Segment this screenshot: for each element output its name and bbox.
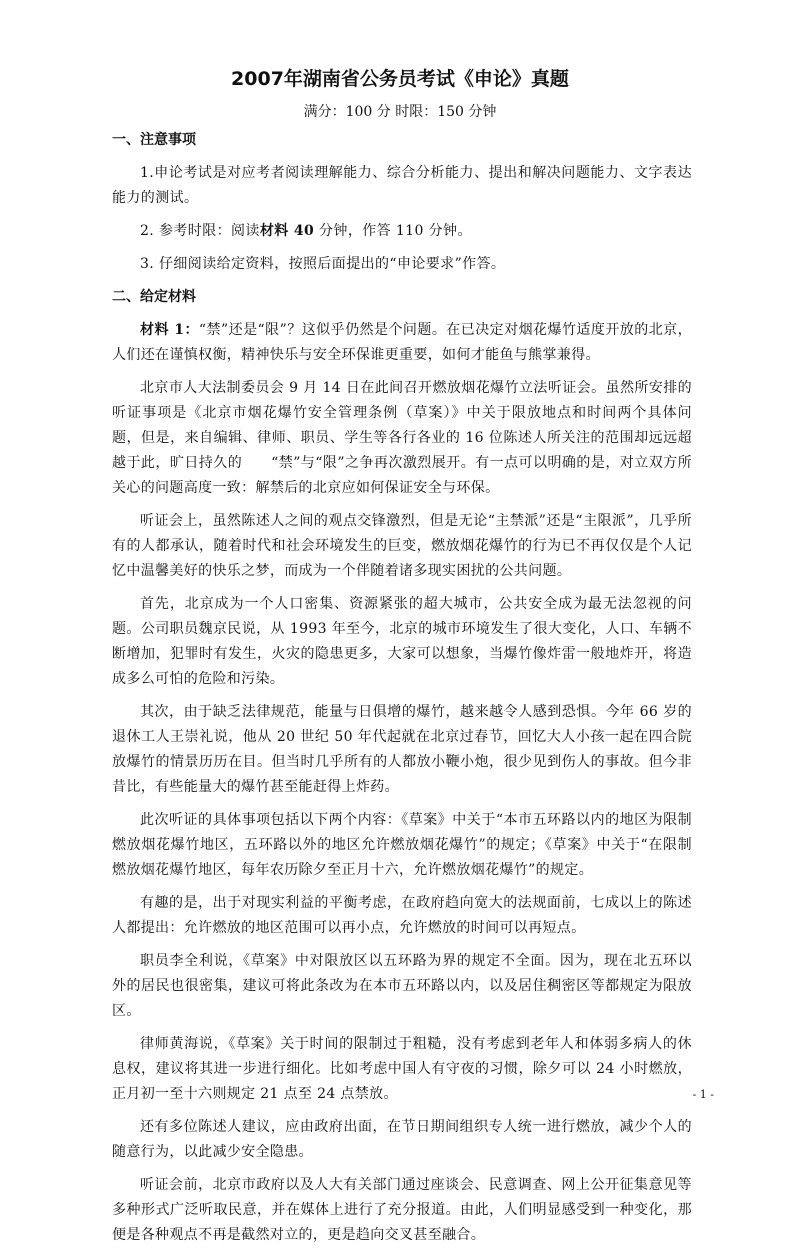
material-paragraph: 职员李全利说，《草案》中对限放区以五环路为界的规定不全面。因为，现在北五环以外的居民也很密集，建议可将此条改为在本市五环路以内，以及居住稠密区等都规定为限放区。: [112, 953, 692, 1019]
section-heading-materials: 二、给定材料: [112, 289, 196, 305]
page-title: 2007年湖南省公务员考试《申论》真题: [231, 68, 569, 90]
material-paragraph: 听证会前，北京市政府以及人大有关部门通过座谈会、民意调查、网上公开征集意见等多种形式广泛听取民意，并在媒体上进行了充分报道。由此，人们明显感受到一种变化，那便是各种观点不再是截然对立的，更是趋向交叉甚至融合。: [112, 1177, 692, 1243]
material-label: 材料 1：: [140, 322, 199, 338]
material-paragraph: [112, 318, 692, 368]
notice-item-2: [112, 219, 692, 244]
page-number: - 1 -: [692, 1088, 714, 1101]
material-paragraph: 还有多位陈述人建议，应由政府出面，在节日期间组织专人统一进行燃放，减少个人的随意行为，以此减少安全隐患。: [112, 1119, 692, 1160]
section-heading-notice: 一、注意事项: [112, 132, 196, 148]
notice-item-2-text-end: 分钟，作答 110 分钟。: [314, 223, 472, 239]
material-paragraph: 律师黄海说，《草案》关于时间的限制过于粗糙，没有考虑到老年人和体弱多病人的休息权，建议将其进一步进行细化。比如考虑中国人有守夜的习惯，除夕可以 24 小时燃放，正月初一至十六则规定 21 点至 24 点禁放。: [112, 1036, 692, 1102]
material-paragraph: 首先，北京成为一个人口密集、资源紧张的超大城市，公共安全成为最无法忽视的问题。公司职员魏京民说，从 1993 年至今，北京的城市环境发生了很大变化，人口、车辆不断增加，犯罪时有发生，火灾的隐患更多，大家可以想象，当爆竹像炸雷一般地炸开，将造成多么可怕的危险和污染。: [112, 596, 692, 687]
exam-info: 满分：100 分 时限：150 分钟: [303, 104, 497, 120]
material-paragraph: 听证会上，虽然陈述人之间的观点交锋激烈，但是无论“主禁派”还是“主限派”，几乎所有的人都承认，随着时代和社会环境发生的巨变，燃放烟花爆竹的行为已不再仅仅是个人记忆中温馨美好的快乐之梦，而成为一个伴随着诸多现实困扰的公共问题。: [112, 513, 692, 579]
notice-item-3: 3. 仔细阅读给定资料，按照后面提出的“申论要求”作答。: [140, 256, 506, 272]
material-paragraph: 有趣的是，出于对现实利益的平衡考虑，在政府趋向宽大的法规面前，七成以上的陈述人都提出：允许燃放的地区范围可以再小点，允许燃放的时间可以再短点。: [112, 895, 692, 936]
material-paragraph: 此次听证的具体事项包括以下两个内容：《草案》中关于“本市五环路以内的地区为限制燃放烟花爆竹地区，五环路以外的地区允许燃放烟花爆竹”的规定；《草案》中关于“在限制燃放烟花爆竹地区，每年农历除夕至正月十六，允许燃放烟花爆竹”的规定。: [112, 812, 692, 878]
notice-item-2-emphasis: 材料 40: [259, 223, 315, 239]
material-intro-text: “禁”还是“限”？这似乎仍然是个问题。在已决定对烟花爆竹适度开放的北京，人们还在谨慎权衡，精神快乐与安全环保谁更重要，如何才能鱼与熊掌兼得。: [112, 322, 692, 363]
notice-item-2-text: 2. 参考时限：阅读: [140, 223, 260, 239]
notice-item-1: 1.申论考试是对应考者阅读理解能力、综合分析能力、提出和解决问题能力、文字表达能力的测试。: [112, 165, 692, 206]
document-body: [112, 128, 692, 1256]
material-paragraph: 北京市人大法制委员会 9 月 14 日在此间召开燃放烟花爆竹立法听证会。虽然所安排的听证事项是《北京市烟花爆竹安全管理条例（草案）》中关于限放地点和时间两个具体问题，但是，来自编辑、律师、职员、学生等各行各业的 16 位陈述人所关注的范围却远远超越于此，旷日持久的 “禁”与“限”之争再次激烈展开。有一点可以明确的是，对立双方所关心的问题高度一致：解禁后的北京应如何保证安全与环保。: [112, 380, 692, 496]
material-paragraph: 其次，由于缺乏法律规范，能量与日俱增的爆竹，越来越令人感到恐惧。今年 66 岁的退休工人王崇礼说，他从 20 世纪 50 年代起就在北京过春节，回忆大人小孩一起在四合院放爆竹的情景历历在目。但当时几乎所有的人都放小鞭小炮，很少见到伤人的事故。但今非昔比，有些能量大的爆竹甚至能赶得上炸药。: [112, 704, 692, 795]
